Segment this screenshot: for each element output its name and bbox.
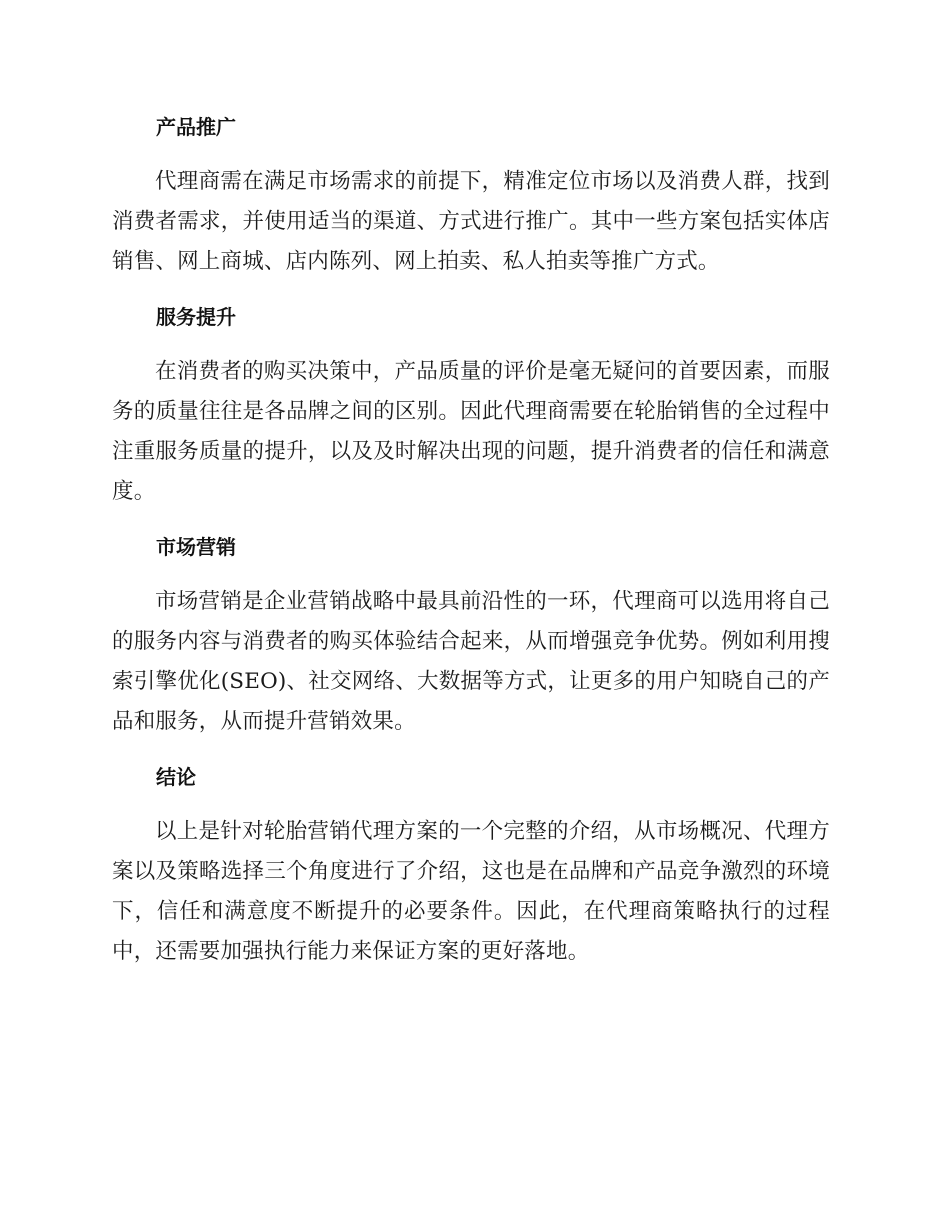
section-paragraph: 在消费者的购买决策中，产品质量的评价是毫无疑问的首要因素，而服务的质量往往是各品牌之间的区别。因此代理商需要在轮胎销售的全过程中注重服务质量的提升，以及及时解决出现的问题，提升消费者的信任和满意度。 xyxy=(112,359,830,504)
section-paragraph: 代理商需在满足市场需求的前提下，精准定位市场以及消费人群，找到消费者需求，并使用适当的渠道、方式进行推广。其中一些方案包括实体店销售、网上商城、店内陈列、网上拍卖、私人拍卖等推广方式。 xyxy=(112,169,830,274)
section-paragraph: 市场营销是企业营销战略中最具前沿性的一环，代理商可以选用将自己的服务内容与消费者的购买体验结合起来，从而增强竞争优势。例如利用搜索引擎优化(SEO)、社交网络、大数据等方式，让更多的用户知晓自己的产品和服务，从而提升营销效果。 xyxy=(112,589,830,734)
section-heading: 市场营销 xyxy=(156,535,236,559)
section-product-promotion xyxy=(112,108,830,282)
section-marketing xyxy=(112,528,830,742)
section-heading: 服务提升 xyxy=(156,305,236,329)
section-heading: 产品推广 xyxy=(156,115,236,139)
section-service-improvement xyxy=(112,298,830,512)
document-content xyxy=(112,108,830,988)
section-heading: 结论 xyxy=(156,765,196,789)
section-paragraph: 以上是针对轮胎营销代理方案的一个完整的介绍，从市场概况、代理方案以及策略选择三个角度进行了介绍，这也是在品牌和产品竞争激烈的环境下，信任和满意度不断提升的必要条件。因此，在代理商策略执行的过程中，还需要加强执行能力来保证方案的更好落地。 xyxy=(112,819,830,964)
section-conclusion xyxy=(112,758,830,972)
